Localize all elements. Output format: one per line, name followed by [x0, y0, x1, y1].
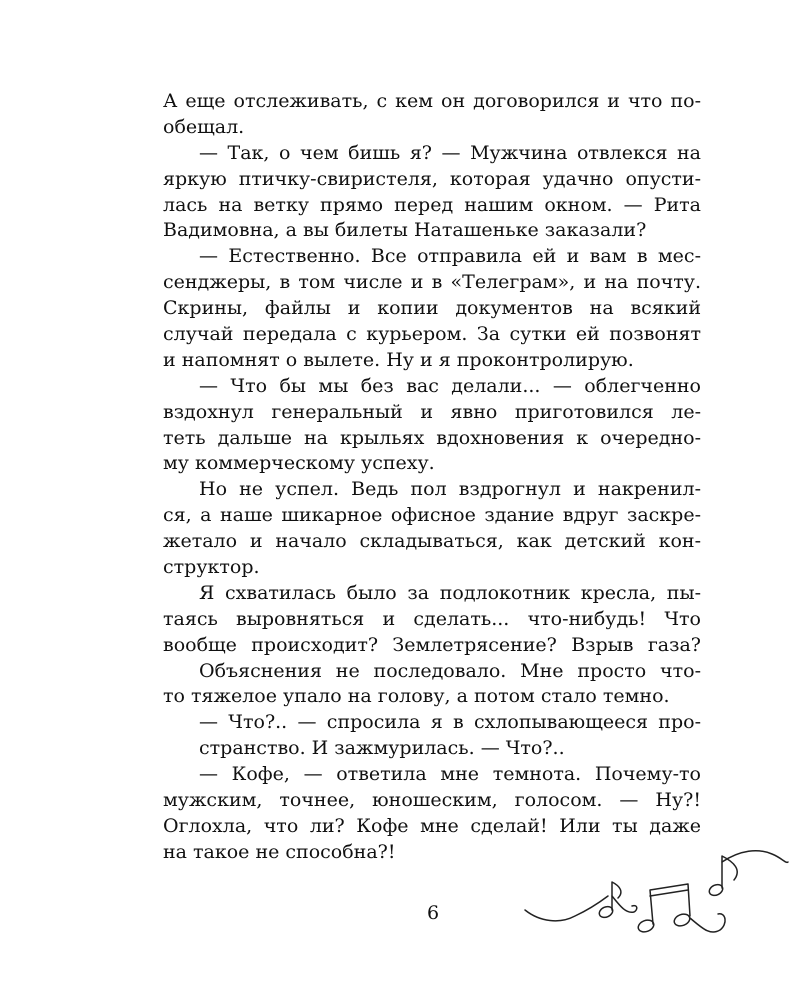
text-line: Скрины, файлы и копии документов на всякий — [163, 297, 701, 320]
text-line: жетало и начало складываться, как детский кон- — [163, 530, 701, 553]
text-line: — Кофе, — ответила мне темнота. Почему-то — [199, 763, 701, 786]
text-line: Я схватилась было за подлокотник кресла, пы- — [199, 581, 701, 604]
text-line: Но не успел. Ведь пол вздрогнул и накренил- — [199, 478, 701, 501]
text-line: странство. И зажмурилась. — Что?.. — [199, 737, 565, 760]
text-line: — Что бы мы без вас делали... — облегченно — [199, 374, 701, 397]
text-line: лась на ветку прямо перед нашим окном. — Рита — [163, 193, 701, 216]
text-line: — Что?.. — спросила я в схлопывающееся про- — [199, 711, 701, 734]
text-line: вздохнул генеральный и явно приготовился ле- — [163, 400, 701, 423]
page-number: 6 — [426, 902, 440, 924]
body-text — [163, 89, 701, 866]
text-line: то тяжелое упало на голову, а потом стало темно. — [163, 685, 670, 708]
text-line: ся, а наше шикарное офисное здание вдруг заскре- — [163, 504, 701, 527]
text-line: яркую птичку-свиристеля, которая удачно опусти- — [163, 167, 701, 190]
text-line: обещал. — [163, 115, 245, 138]
text-line: вообще происходит? Землетрясение? Взрыв газа? — [163, 633, 701, 656]
music-notes-icon — [520, 840, 790, 950]
text-line: случай передала с курьером. За сутки ей позвонят — [163, 323, 701, 346]
text-line: таясь выровняться и сделать... что-нибудь! Что — [163, 607, 701, 630]
text-line: мужским, точнее, юношеским, голосом. — Ну?! — [163, 789, 701, 812]
text-line: сенджеры, в том числе и в «Телеграм», и на почту. — [163, 271, 701, 294]
text-line: структор. — [163, 556, 260, 579]
text-line: на такое не способна?! — [163, 840, 396, 863]
text-line: Объяснения не последовало. Мне просто что- — [199, 659, 701, 682]
text-line: и напомнят о вылете. Ну и я проконтролирую. — [163, 348, 634, 371]
text-line: Оглохла, что ли? Кофе мне сделай! Или ты даже — [163, 814, 701, 837]
text-line: Вадимовна, а вы билеты Наташеньке заказали? — [163, 219, 647, 242]
text-line: — Так, о чем бишь я? — Мужчина отвлекся на — [199, 141, 701, 164]
text-line: А еще отслеживать, с кем он договорился и что по- — [163, 90, 701, 112]
text-line: му коммерческому успеху. — [163, 452, 435, 475]
text-line: теть дальше на крыльях вдохновения к очередно- — [163, 426, 701, 449]
text-line: — Естественно. Все отправила ей и вам в мес- — [199, 245, 701, 268]
